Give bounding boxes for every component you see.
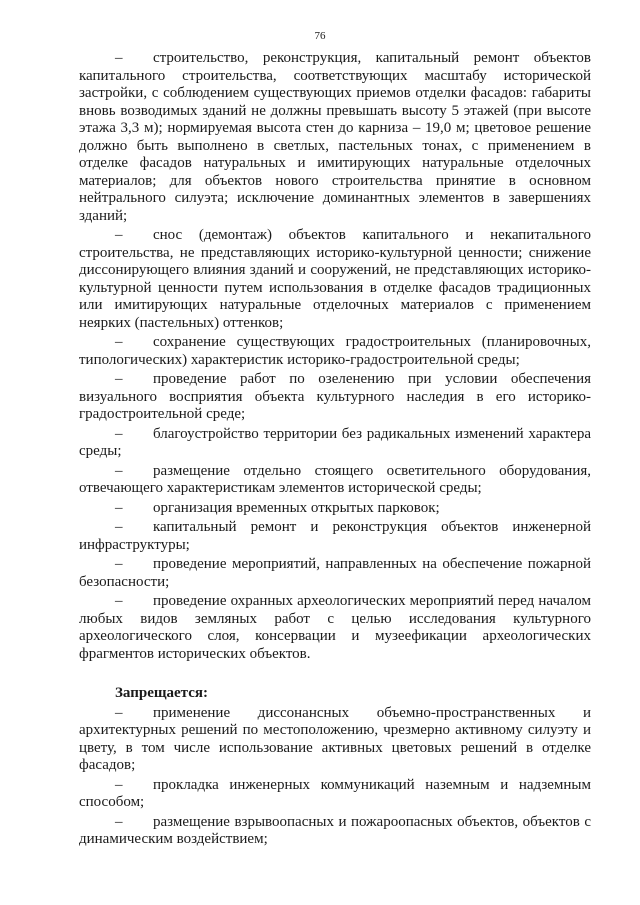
list-item-text: прокладка инженерных коммуникаций наземным и надземным способом; <box>79 776 591 810</box>
list-item-text: размещение отдельно стоящего осветительного оборудования, отвечающего характеристикам элементов исторической среды; <box>79 462 591 496</box>
list-item-text: проведение охранных археологических мероприятий перед началом любых видов земляных работ с целью исследования культурного археологического слоя, консервации и музеефикации археологических фрагментов исторических объектов. <box>79 593 591 662</box>
dash-bullet: – <box>115 227 123 243</box>
section-spacer <box>79 665 591 685</box>
dash-bullet: – <box>115 462 123 479</box>
dash-bullet: – <box>115 425 123 442</box>
list-item <box>79 556 591 591</box>
dash-bullet: – <box>115 334 123 350</box>
list-item <box>79 334 591 369</box>
forbidden-list <box>79 705 591 849</box>
dash-bullet: – <box>115 593 123 609</box>
list-item <box>79 463 591 498</box>
allowed-list <box>79 50 591 663</box>
list-item <box>79 705 591 775</box>
list-item <box>79 371 591 424</box>
dash-bullet: – <box>115 519 123 535</box>
list-item <box>79 426 591 461</box>
dash-bullet: – <box>115 50 123 66</box>
dash-bullet: – <box>115 499 123 516</box>
list-item <box>79 500 591 518</box>
list-item-text: благоустройство территории без радикальных изменений характера среды; <box>79 425 591 459</box>
list-item-text: снос (демонтаж) объектов капитального и некапитального строительства, не представляющих историко-культурной ценности; снижение диссонирующего влияния зданий и сооружений, не представляющих историко-культурной ценности путем использования в отделке фасадов традиционных или имитирующих натуральные отделочных материалов с применением неярких (пастельных) оттенков; <box>79 227 591 331</box>
list-item <box>79 50 591 225</box>
dash-bullet: – <box>115 371 123 387</box>
list-item <box>79 593 591 663</box>
dash-bullet: – <box>115 776 123 793</box>
list-item-text: организация временных открытых парковок; <box>153 499 440 516</box>
dash-bullet: – <box>115 556 123 572</box>
list-item-text: строительство, реконструкция, капитальный ремонт объектов капитального строительства, соответствующих масштабу исторической застройки, с соблюдением существующих приемов отделки фасадов: габариты вновь возводимых зданий не должны превышать высоту 5 этажей (при высоте этажа 3,3 м); нормируемая высота стен до карниза – 19,0 м; цветовое решение должно быть выполнено в светлых, пастельных тонах, с применением в отделке фасадов натуральных и имитирующих натуральные отделочных материалов; для объектов нового строительства принятие в основном нейтрального силуэта; исключение доминантных элементов в завершениях зданий; <box>79 50 591 224</box>
dash-bullet: – <box>115 704 123 721</box>
section-heading: Запрещается: <box>115 685 209 701</box>
document-body <box>79 50 591 851</box>
list-item-text: капитальный ремонт и реконструкция объектов инженерной инфраструктуры; <box>79 519 591 553</box>
dash-bullet: – <box>115 813 123 830</box>
page-number: 76 <box>314 30 326 42</box>
list-item-text: проведение мероприятий, направленных на обеспечение пожарной безопасности; <box>79 556 591 590</box>
list-item <box>79 777 591 812</box>
list-item-text: применение диссонансных объемно-пространственных и архитектурных решений по местоположению, чрезмерно активному силуэту и цвету, в том числе использование активных цветовых решений в отделке фасадов; <box>79 704 591 773</box>
list-item <box>79 814 591 849</box>
list-item-text: проведение работ по озеленению при условии обеспечения визуального восприятия объекта культурного наследия в его историко-градостроительной среде; <box>79 371 591 422</box>
list-item <box>79 519 591 554</box>
list-item-text: размещение взрывоопасных и пожароопасных объектов, объектов с динамическим воздействием; <box>79 813 591 847</box>
list-item <box>79 227 591 332</box>
list-item-text: сохранение существующих градостроительных (планировочных, типологических) характеристик историко-градостроительной среды; <box>79 334 591 368</box>
